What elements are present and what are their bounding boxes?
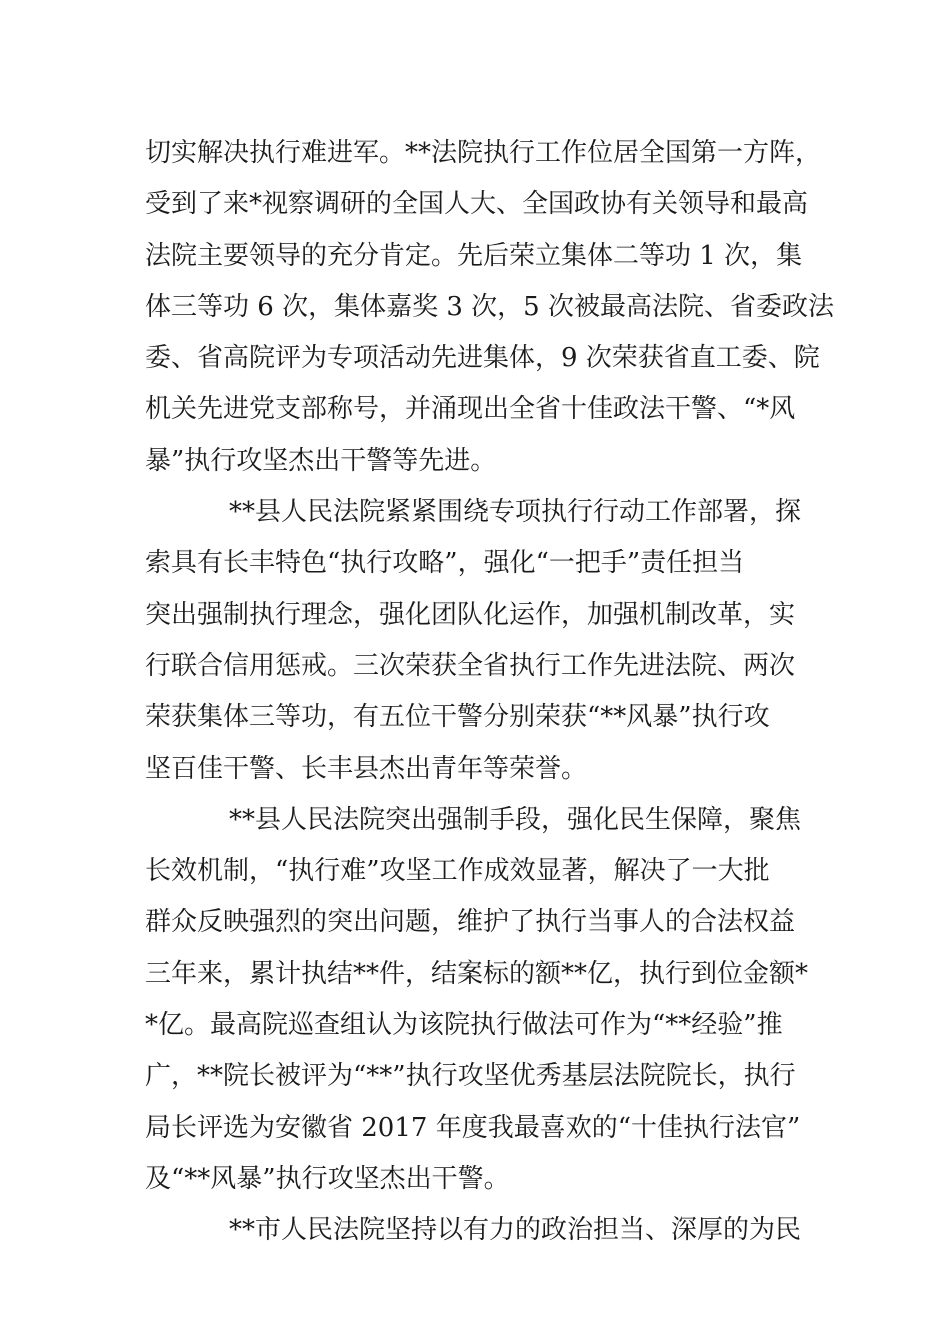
text-line: 委、省高院评为专项活动先进集体，9 次荣获省直工委、院	[145, 343, 820, 374]
text-line: **市人民法院坚持以有力的政治担当、深厚的为民	[229, 1215, 802, 1246]
paragraph-2	[145, 487, 809, 795]
document-body	[145, 128, 834, 1257]
text-line: 受到了来*视察调研的全国人大、全国政协有关领导和最高	[145, 189, 809, 220]
text-line: **县人民法院紧紧围绕专项执行行动工作部署，探	[229, 497, 802, 528]
paragraph-4	[145, 1205, 809, 1256]
text-line: 荣获集体三等功，有五位干警分别荣获“**风暴”执行攻	[145, 702, 770, 733]
text-line: 广，**院长被评为“**”执行攻坚优秀基层法院院长，执行	[145, 1061, 796, 1092]
paragraph-3	[145, 795, 809, 1205]
text-line: 长效机制，“执行难”攻坚工作成效显著，解决了一大批	[145, 856, 770, 887]
text-line: 行联合信用惩戒。三次荣获全省执行工作先进法院、两次	[145, 650, 796, 681]
text-line: 暴”执行攻坚杰出干警等先进。	[145, 445, 497, 476]
text-line: *亿。最高院巡查组认为该院执行做法可作为“**经验”推	[145, 1010, 783, 1041]
text-line: 群众反映强烈的突出问题，维护了执行当事人的合法权益	[145, 907, 796, 938]
text-line: 三年来，累计执结**件，结案标的额**亿，执行到位金额*	[145, 958, 809, 989]
paragraph-1	[145, 128, 834, 487]
text-line: 局长评选为安徽省 2017 年度我最喜欢的“十佳执行法官”	[145, 1112, 801, 1143]
text-line: 索具有长丰特色“执行攻略”，强化“一把手”责任担当	[145, 548, 745, 579]
text-line: 机关先进党支部称号，并涌现出全省十佳政法干警、“*风	[145, 394, 796, 425]
text-line: 体三等功 6 次，集体嘉奖 3 次，5 次被最高法院、省委政法	[145, 291, 834, 322]
text-line: 突出强制执行理念，强化团队化运作，加强机制改革，实	[145, 599, 796, 630]
text-line: **县人民法院突出强制手段，强化民生保障，聚焦	[229, 804, 802, 835]
text-line: 坚百佳干警、长丰县杰出青年等荣誉。	[145, 753, 588, 784]
text-line: 及“**风暴”执行攻坚杰出干警。	[145, 1163, 510, 1194]
text-line: 法院主要领导的充分肯定。先后荣立集体二等功 1 次，集	[145, 240, 803, 271]
text-line: 切实解决执行难进军。**法院执行工作位居全国第一方阵，	[145, 138, 822, 168]
